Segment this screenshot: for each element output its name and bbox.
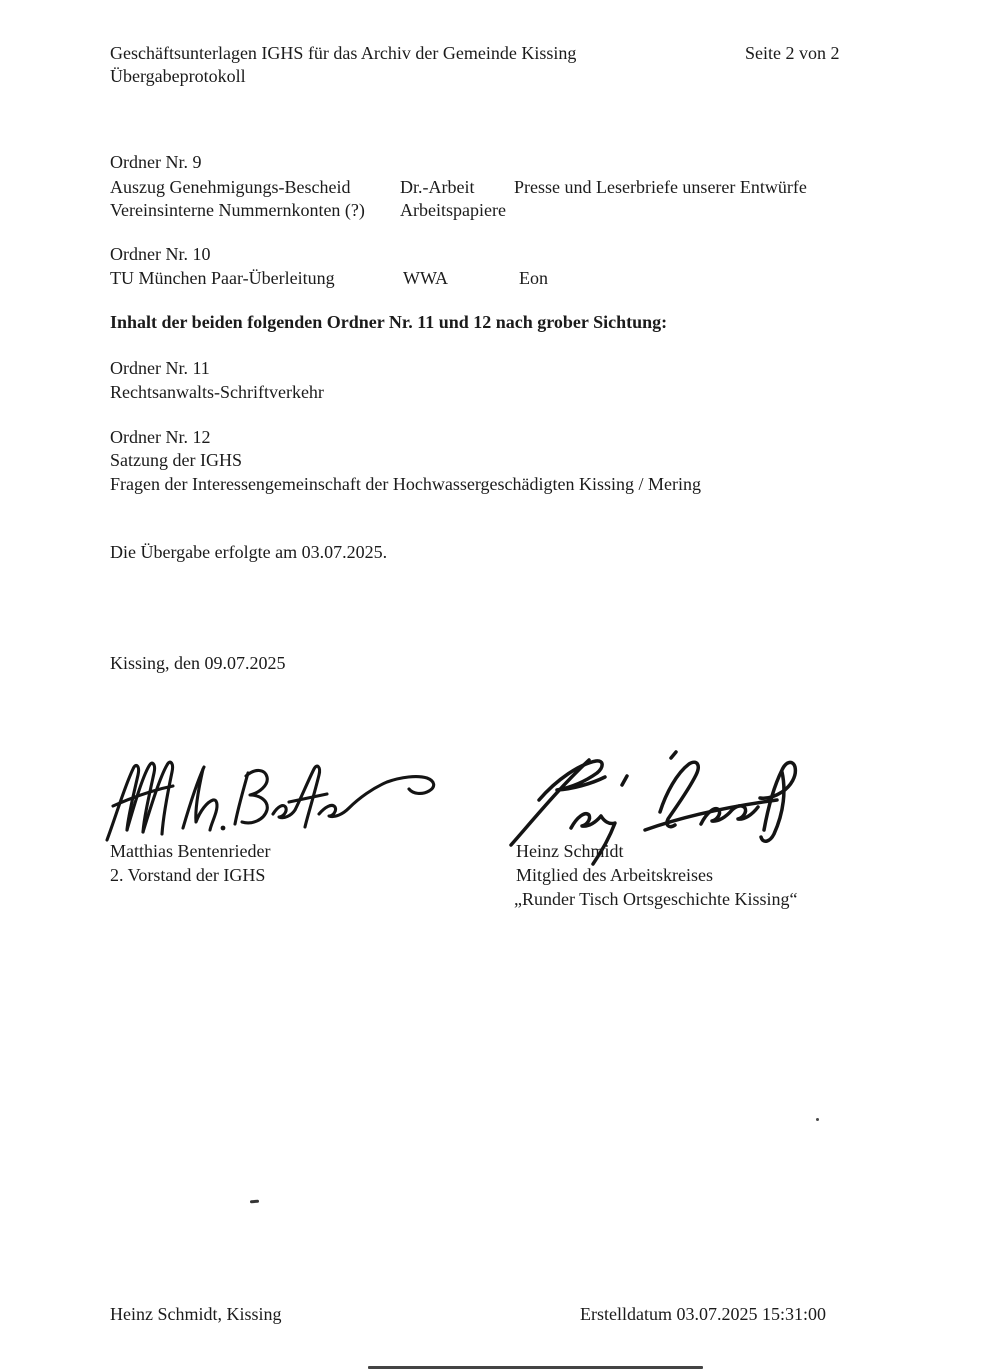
page-indicator: Seite 2 von 2 (745, 43, 840, 63)
sighting-note: Inhalt der beiden folgenden Ordner Nr. 11 und 12 nach grober Sichtung: (110, 312, 668, 332)
folder-11-heading: Ordner Nr. 11 (110, 358, 210, 378)
signature-matthias-bentenrieder (103, 756, 448, 846)
folder-9-row-1-col-2: Dr.-Arbeit (400, 177, 475, 197)
folder-10-heading: Ordner Nr. 10 (110, 244, 211, 264)
document-title-line1: Geschäftsunterlagen IGHS für das Archiv der Gemeinde Kissing (110, 43, 577, 63)
footer-author: Heinz Schmidt, Kissing (110, 1304, 282, 1324)
signer-right-name: Heinz Schmidt (516, 841, 624, 861)
folder-9-row-1-col-3: Presse und Leserbriefe unserer Entwürfe (514, 177, 807, 197)
scan-speck-dash (250, 1200, 259, 1204)
scan-edge-artifact (368, 1366, 703, 1369)
folder-9-row-2-col-2: Arbeitspapiere (400, 200, 506, 220)
folder-9-heading: Ordner Nr. 9 (110, 152, 202, 172)
signer-right-role-line2: „Runder Tisch Ortsgeschichte Kissing“ (514, 889, 798, 909)
folder-11-content: Rechtsanwalts-Schriftverkehr (110, 382, 324, 402)
folder-12-content-line2: Fragen der Interessengemeinschaft der Hochwassergeschädigten Kissing / Mering (110, 474, 701, 494)
folder-10-row-1-col-3: Eon (519, 268, 548, 288)
signer-left-name: Matthias Bentenrieder (110, 841, 271, 861)
folder-10-row-1-col-1: TU München Paar-Überleitung (110, 268, 335, 288)
signer-right-role-line1: Mitglied des Arbeitskreises (516, 865, 713, 885)
signer-left-role: 2. Vorstand der IGHS (110, 865, 266, 885)
folder-9-row-2-col-1: Vereinsinterne Nummernkonten (?) (110, 200, 365, 220)
scan-speck-dot (816, 1118, 819, 1121)
place-date-line: Kissing, den 09.07.2025 (110, 653, 286, 673)
folder-12-content-line1: Satzung der IGHS (110, 450, 242, 470)
document-title-line2: Übergabeprotokoll (110, 66, 246, 86)
handover-statement: Die Übergabe erfolgte am 03.07.2025. (110, 542, 388, 562)
folder-10-row-1-col-2: WWA (403, 268, 448, 288)
footer-created-date: Erstelldatum 03.07.2025 15:31:00 (580, 1304, 826, 1324)
folder-9-row-1-col-1: Auszug Genehmigungs-Bescheid (110, 177, 351, 197)
folder-12-heading: Ordner Nr. 12 (110, 427, 211, 447)
